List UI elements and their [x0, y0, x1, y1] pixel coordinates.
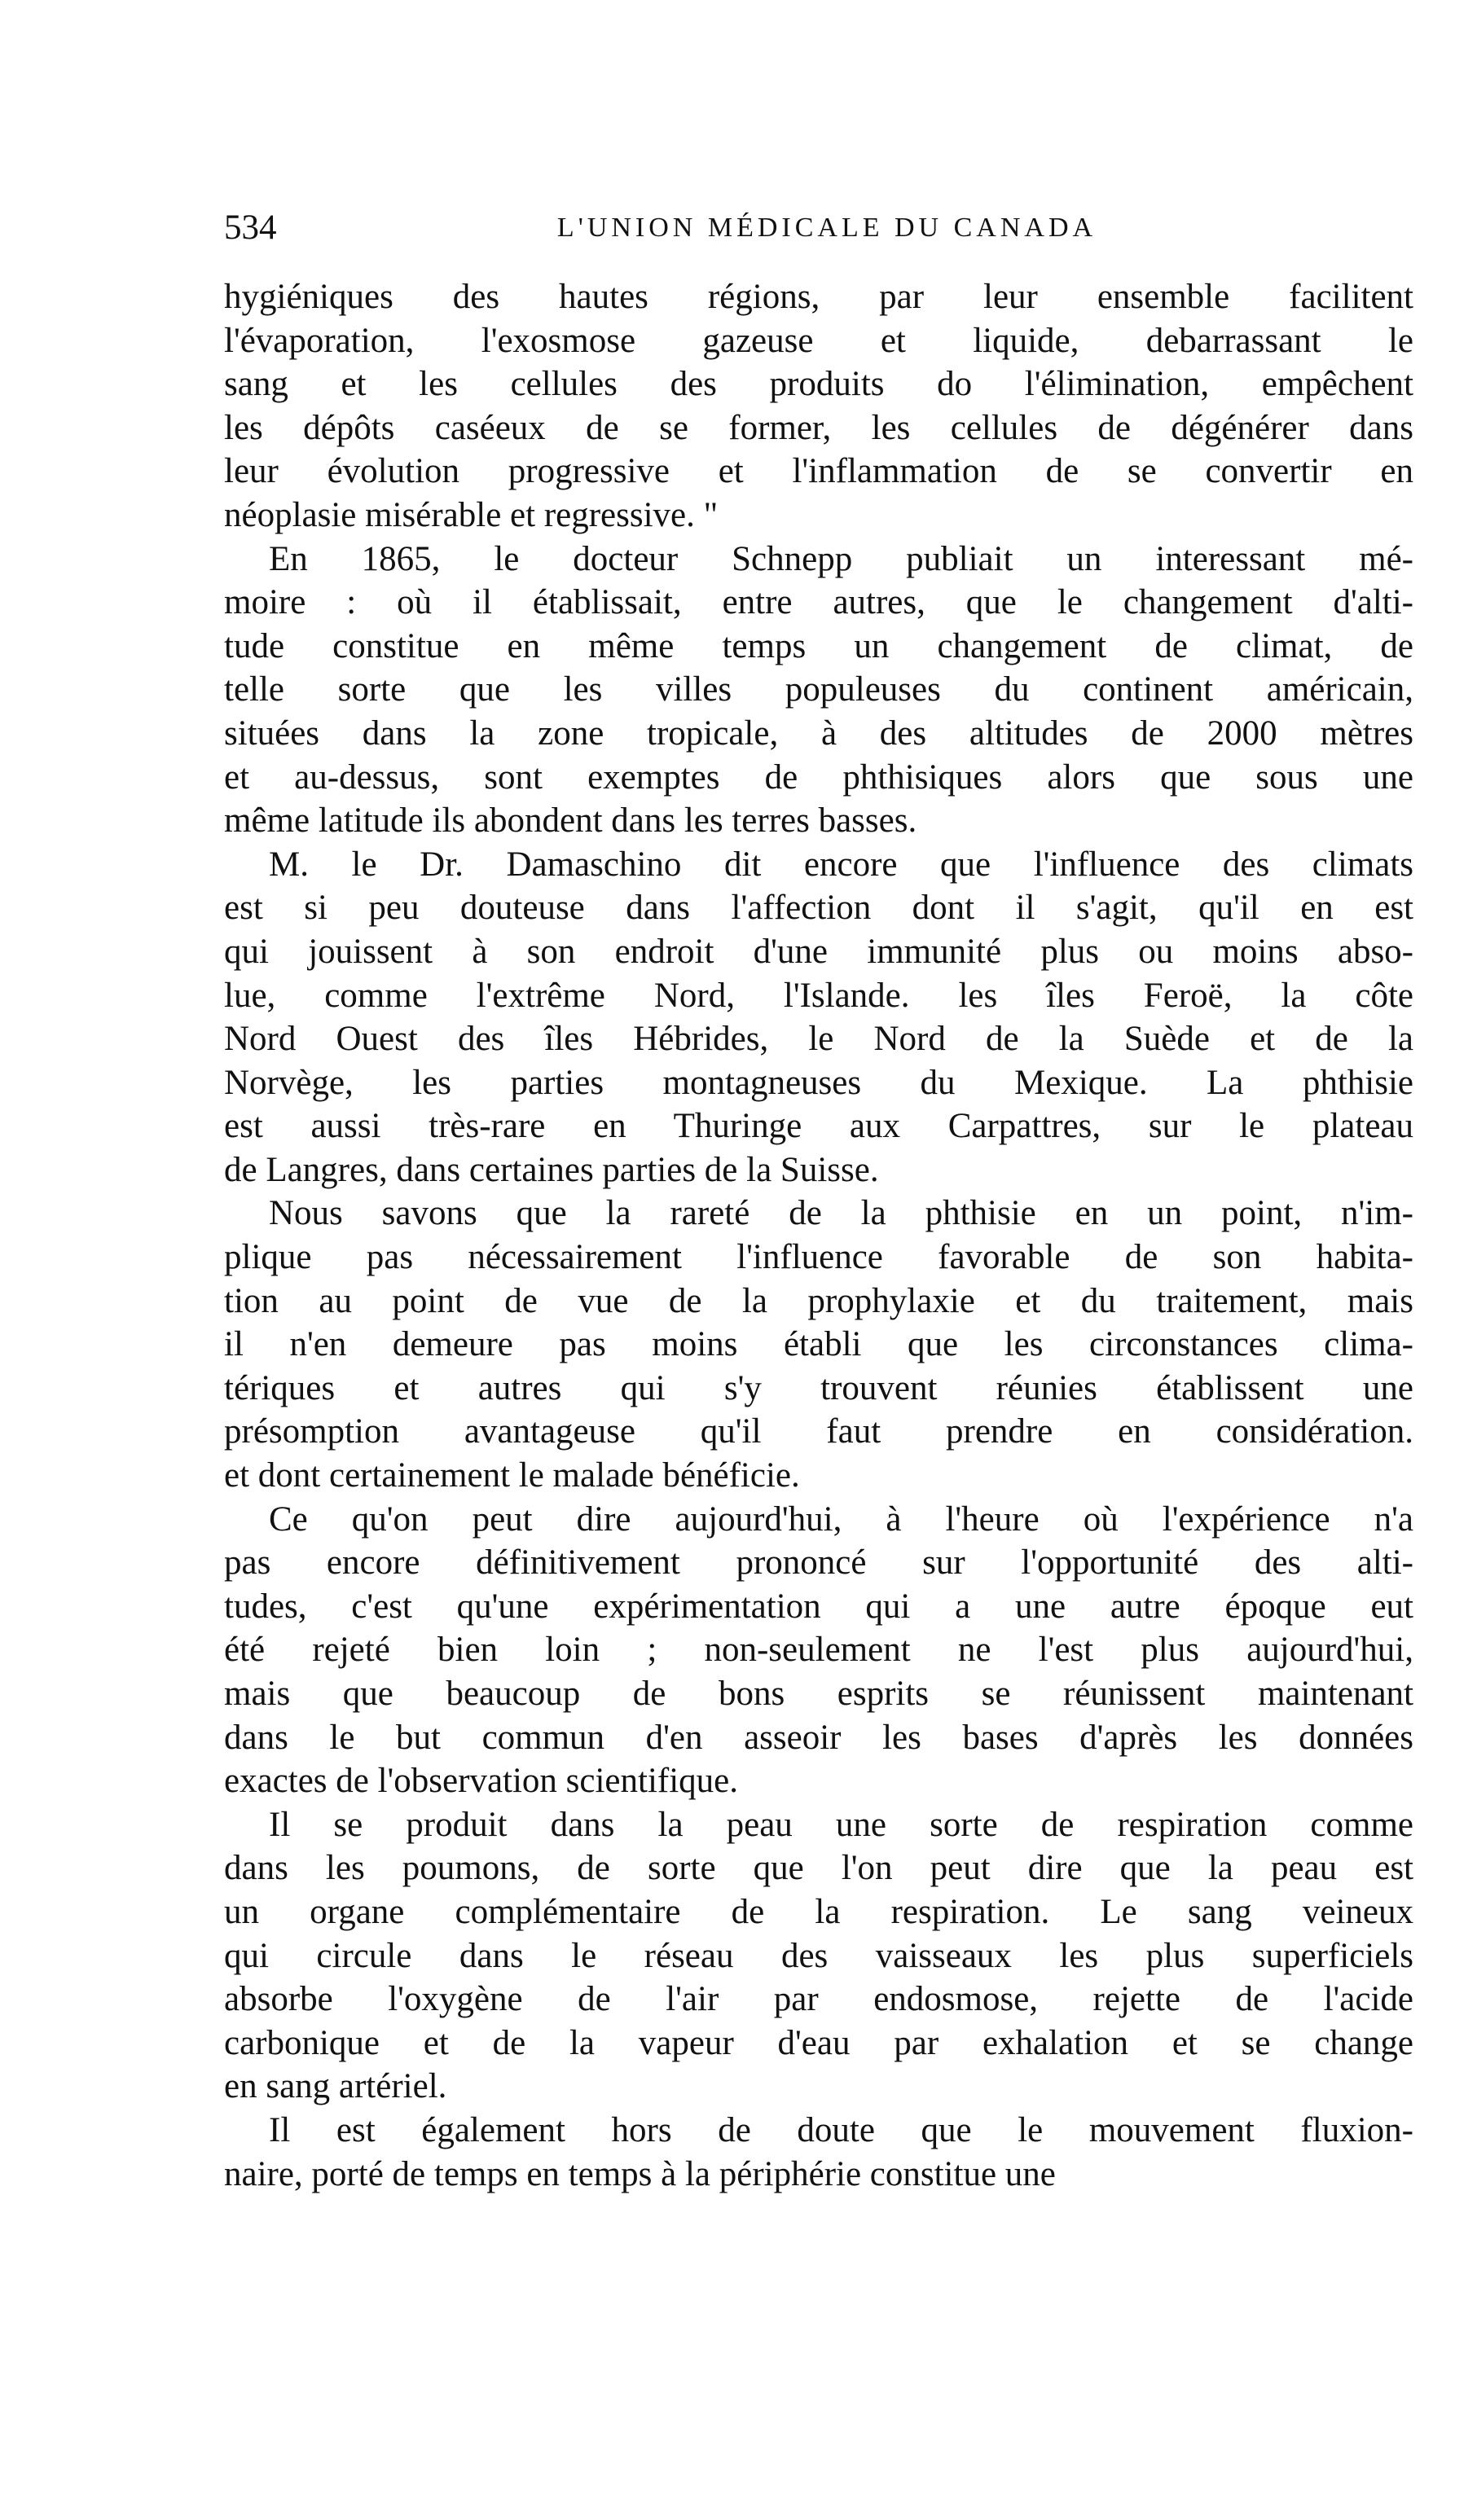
text-line: qui circule dans le réseau des vaisseaux les plus superficiels [224, 1936, 1413, 1975]
text-line: absorbe l'oxygène de l'air par endosmose, rejette de l'acide [224, 1980, 1413, 2019]
page-number: 534 [224, 209, 277, 247]
text-line: tion au point de vue de la prophylaxie et du traitement, mais [224, 1281, 1413, 1320]
text-line: En 1865, le docteur Schnepp publiait un interessant mé- [269, 539, 1413, 578]
text-line: telle sorte que les villes populeuses du continent américain, [224, 670, 1413, 709]
text-line: carbonique et de la vapeur d'eau par exhalation et se change [224, 2023, 1413, 2062]
journal-title: L'UNION MÉDICALE DU CANADA [556, 213, 1097, 243]
text-line: Ce qu'on peut dire aujourd'hui, à l'heure où l'expérience n'a [269, 1499, 1413, 1539]
text-line: moire : où il établissait, entre autres, que le changement d'alti- [224, 583, 1413, 622]
text-line: et au-dessus, sont exemptes de phthisiques alors que sous une [224, 757, 1413, 797]
text-line: Il est également hors de doute que le mouvement fluxion- [269, 2110, 1413, 2149]
text-line: et dont certainement le malade bénéficie. [224, 1456, 800, 1495]
paragraph [224, 843, 1413, 1192]
text-line: Il se produit dans la peau une sorte de respiration comme [269, 1805, 1413, 1844]
text-line: présomption avantageuse qu'il faut prendre en considération. [224, 1412, 1413, 1451]
text-line: M. le Dr. Damaschino dit encore que l'influence des climats [269, 845, 1413, 884]
paragraph [224, 2109, 1413, 2196]
text-line: tériques et autres qui s'y trouvent réunies établissent une [224, 1368, 1413, 1407]
paragraph [224, 1192, 1413, 1497]
paragraph [224, 275, 1413, 538]
text-line: été rejeté bien loin ; non-seulement ne l'est plus aujourd'hui, [224, 1631, 1413, 1670]
text-line: qui jouissent à son endroit d'une immunité plus ou moins abso- [224, 932, 1413, 971]
paragraph [224, 538, 1413, 843]
text-line: situées dans la zone tropicale, à des altitudes de 2000 mètres [224, 713, 1413, 753]
paragraph [224, 1498, 1413, 1803]
text-line: lue, comme l'extrême Nord, l'Islande. les îles Feroë, la côte [224, 976, 1413, 1015]
text-line: même latitude ils abondent dans les terres basses. [224, 801, 917, 841]
text-line: Nord Ouest des îles Hébrides, le Nord de la Suède et de la [224, 1020, 1413, 1059]
text-line: tudes, c'est qu'une expérimentation qui a une autre époque eut [224, 1587, 1413, 1626]
text-line: de Langres, dans certaines parties de la Suisse. [224, 1150, 879, 1189]
text-line: est si peu douteuse dans l'affection dont il s'agit, qu'il en est [224, 889, 1413, 928]
text-line: plique pas nécessairement l'influence favorable de son habita- [224, 1238, 1413, 1277]
text-line: Norvège, les parties montagneuses du Mexique. La phthisie [224, 1063, 1413, 1102]
text-line: mais que beaucoup de bons esprits se réunissent maintenant [224, 1675, 1413, 1713]
text-line: tude constitue en même temps un changement de climat, de [224, 626, 1413, 665]
text-line: naire, porté de temps en temps à la périphérie constitue une [224, 2154, 1056, 2193]
text-line: néoplasie misérable et regressive. " [224, 495, 719, 534]
text-line: hygiéniques des hautes régions, par leur ensemble facilitent [224, 278, 1413, 316]
text-line: sang et les cellules des produits do l'élimination, empêchent [224, 365, 1413, 404]
text-line: est aussi très-rare en Thuringe aux Carpattres, sur le plateau [224, 1107, 1413, 1146]
article-body [224, 275, 1413, 2196]
text-line: dans les poumons, de sorte que l'on peut dire que la peau est [224, 1849, 1413, 1888]
text-line: les dépôts caséeux de se former, les cellules de dégénérer dans [224, 408, 1413, 447]
text-line: dans le but commun d'en asseoir les bases d'après les données [224, 1718, 1413, 1757]
text-line: exactes de l'observation scientifique. [224, 1762, 739, 1801]
text-line: en sang artériel. [224, 2067, 447, 2106]
paragraph [224, 1803, 1413, 2109]
text-line: l'évaporation, l'exosmose gazeuse et liquide, debarrassant le [224, 321, 1413, 360]
text-line: il n'en demeure pas moins établi que les circonstances clima- [224, 1325, 1413, 1364]
text-line: leur évolution progressive et l'inflammation de se convertir en [224, 452, 1413, 491]
text-line: un organe complémentaire de la respiration. Le sang veineux [224, 1892, 1413, 1931]
running-head [224, 204, 1413, 252]
text-line: Nous savons que la rareté de la phthisie en un point, n'im- [269, 1194, 1413, 1233]
text-line: pas encore définitivement prononcé sur l'opportunité des alti- [224, 1543, 1413, 1583]
